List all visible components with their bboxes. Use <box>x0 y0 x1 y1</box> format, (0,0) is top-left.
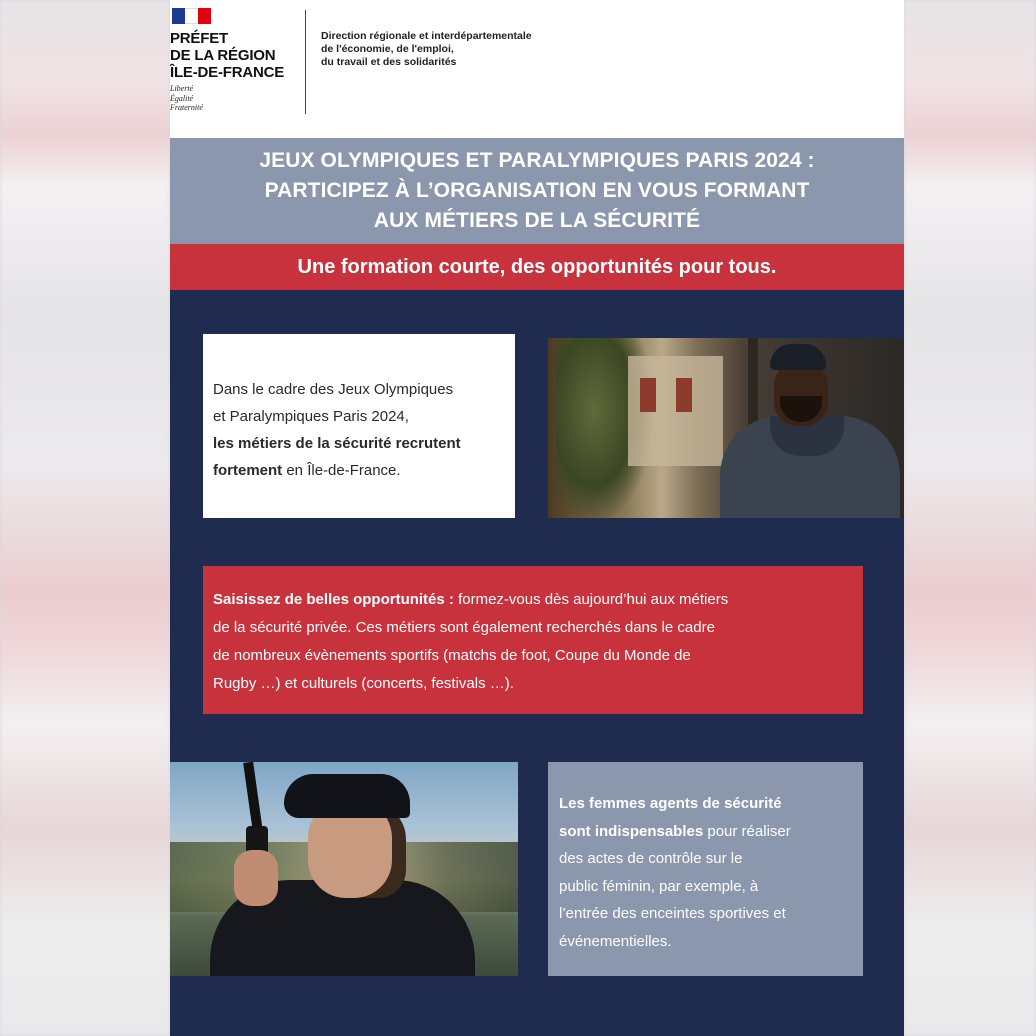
header-divider <box>305 10 306 114</box>
title-line: JEUX OLYMPIQUES ET PARALYMPIQUES PARIS 2024 : <box>259 149 815 172</box>
text-span: en Île-de-France. <box>282 462 401 479</box>
motto-line: Égalité <box>170 93 194 103</box>
blurred-background-right <box>904 0 1036 1036</box>
text-line <box>213 457 505 484</box>
text-line: événementielles. <box>559 932 672 950</box>
bold-text: sont indispensables <box>559 822 704 840</box>
title-line: AUX MÉTIERS DE LA SÉCURITÉ <box>373 209 701 232</box>
prefet-line: PRÉFET <box>170 30 228 47</box>
text-line: de la sécurité privée. Ces métiers sont également recherchés dans le cadre <box>213 619 715 636</box>
french-flag-icon <box>172 8 211 24</box>
bold-text: Saisissez de belles opportunités : <box>213 591 454 608</box>
header <box>170 0 904 138</box>
flyer-document <box>170 0 904 1036</box>
main-title <box>170 138 904 244</box>
blurred-background-left <box>0 0 170 1036</box>
text-line <box>213 586 853 614</box>
direction-line: du travail et des solidarités <box>321 56 457 68</box>
republic-motto <box>170 84 203 113</box>
opportunities-text-box <box>203 566 863 714</box>
prefet-logo-text <box>170 30 284 81</box>
direction-name <box>321 30 532 69</box>
bold-text: Les femmes agents de sécurité <box>559 795 782 812</box>
text-line <box>559 818 853 846</box>
prefet-line: ÎLE-DE-FRANCE <box>170 64 285 81</box>
security-guard-woman-photo <box>170 762 518 976</box>
security-guard-man-photo <box>548 338 904 518</box>
motto-line: Fraternité <box>170 103 203 112</box>
bold-text: fortement <box>213 462 283 479</box>
subtitle-banner: Une formation courte, des opportunités pour tous. <box>170 244 904 290</box>
text-line <box>559 790 853 818</box>
direction-line: de l'économie, de l'emploi, <box>321 43 454 55</box>
text-line-bold <box>213 430 505 457</box>
text-span: pour réaliser <box>703 822 791 840</box>
bold-text: les métiers de la sécurité recrutent <box>213 435 461 452</box>
text-line: et Paralympiques Paris 2024, <box>213 408 409 425</box>
text-line: l’entrée des enceintes sportives et <box>559 905 786 922</box>
text-line: Dans le cadre des Jeux Olympiques <box>213 381 454 398</box>
title-line: PARTICIPEZ À L’ORGANISATION EN VOUS FORMANT <box>264 179 810 202</box>
text-line: des actes de contrôle sur le <box>559 850 743 867</box>
direction-line: Direction régionale et interdépartementale <box>321 30 532 42</box>
text-line: public féminin, par exemple, à <box>559 877 759 895</box>
intro-text-box <box>203 334 515 518</box>
motto-line: Liberté <box>170 84 194 93</box>
text-line: Rugby …) et culturels (concerts, festivals …). <box>213 675 514 692</box>
women-agents-text-box <box>548 762 863 976</box>
prefet-line: DE LA RÉGION <box>170 47 276 64</box>
text-line: de nombreux évènements sportifs (matchs de foot, Coupe du Monde de <box>213 647 691 664</box>
text-span: formez-vous dès aujourd’hui aux métiers <box>453 591 729 608</box>
